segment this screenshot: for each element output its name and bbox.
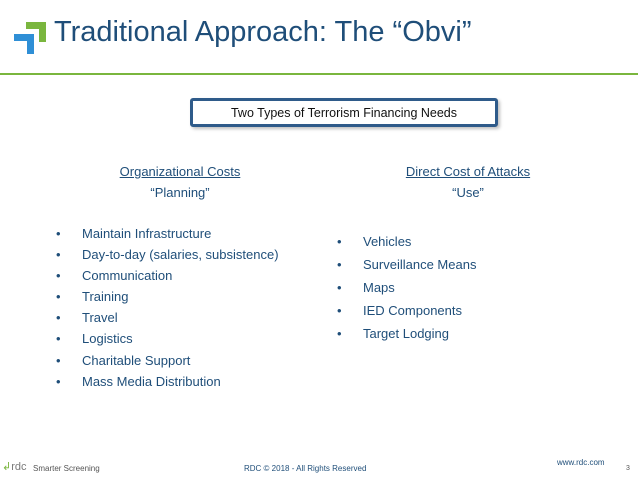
list-item-label: Day-to-day (salaries, subsistence) [82, 247, 279, 263]
list-item [337, 230, 476, 253]
list-item [56, 350, 279, 371]
footer-url-link[interactable]: www.rdc.com [557, 458, 605, 467]
bullet-icon: • [56, 247, 61, 263]
list-item-label: Surveillance Means [363, 257, 477, 272]
list-item [56, 328, 279, 349]
list-item [56, 244, 279, 265]
brand-logo-icon [14, 22, 46, 54]
bullet-icon: • [56, 268, 61, 284]
list-item [56, 286, 279, 307]
title-divider [0, 73, 638, 75]
bullet-icon: • [337, 257, 342, 272]
list-item-label: Vehicles [363, 234, 412, 249]
list-item-label: IED Components [363, 303, 462, 318]
bullet-icon: • [56, 226, 61, 241]
bullet-icon: • [337, 326, 342, 341]
list-item [56, 371, 279, 392]
list-item [56, 223, 279, 244]
footer-logo-text: rdc [11, 461, 27, 473]
bullet-icon: • [56, 331, 61, 347]
organizational-costs-list [56, 223, 279, 392]
direct-cost-list [337, 230, 476, 345]
bullet-icon: • [337, 280, 342, 295]
organizational-costs-heading-block [80, 161, 280, 203]
list-item [337, 322, 476, 345]
footer-copyright: RDC © 2018 - All Rights Reserved [244, 464, 367, 473]
bullet-icon: • [56, 373, 61, 389]
list-item [337, 253, 476, 276]
list-item-label: Charitable Support [82, 352, 191, 368]
direct-cost-heading-block [368, 161, 568, 203]
bullet-icon: • [56, 352, 61, 368]
list-item-label: Travel [82, 310, 118, 326]
footer-logo [2, 460, 27, 473]
planning-subheading: “Planning” [150, 185, 210, 200]
list-item-label: Maps [363, 280, 395, 295]
list-item [56, 265, 279, 286]
list-item-label: Logistics [82, 331, 133, 347]
list-item-label: Maintain Infrastructure [82, 226, 212, 241]
bullet-icon: • [56, 310, 61, 326]
bullet-icon: • [337, 303, 342, 318]
footer-tagline: Smarter Screening [33, 464, 100, 473]
use-subheading: “Use” [452, 185, 484, 200]
footer [0, 458, 638, 479]
list-item [337, 276, 476, 299]
list-item [56, 307, 279, 328]
list-item-label: Target Lodging [363, 326, 450, 341]
page-number: 3 [626, 465, 630, 472]
page-title: Traditional Approach: The “Obvi” [54, 16, 472, 48]
financing-types-box [190, 98, 498, 127]
list-item-label: Training [82, 289, 129, 305]
list-item [337, 299, 476, 322]
organizational-costs-heading: Organizational Costs [119, 164, 241, 179]
financing-types-label: Two Types of Terrorism Financing Needs [230, 105, 458, 120]
direct-cost-heading: Direct Cost of Attacks [405, 164, 531, 179]
list-item-label: Mass Media Distribution [82, 373, 221, 389]
bullet-icon: • [56, 289, 61, 305]
list-item-label: Communication [82, 268, 173, 284]
footer-logo-arrow-icon: ↲ [2, 461, 12, 473]
bullet-icon: • [337, 234, 342, 249]
